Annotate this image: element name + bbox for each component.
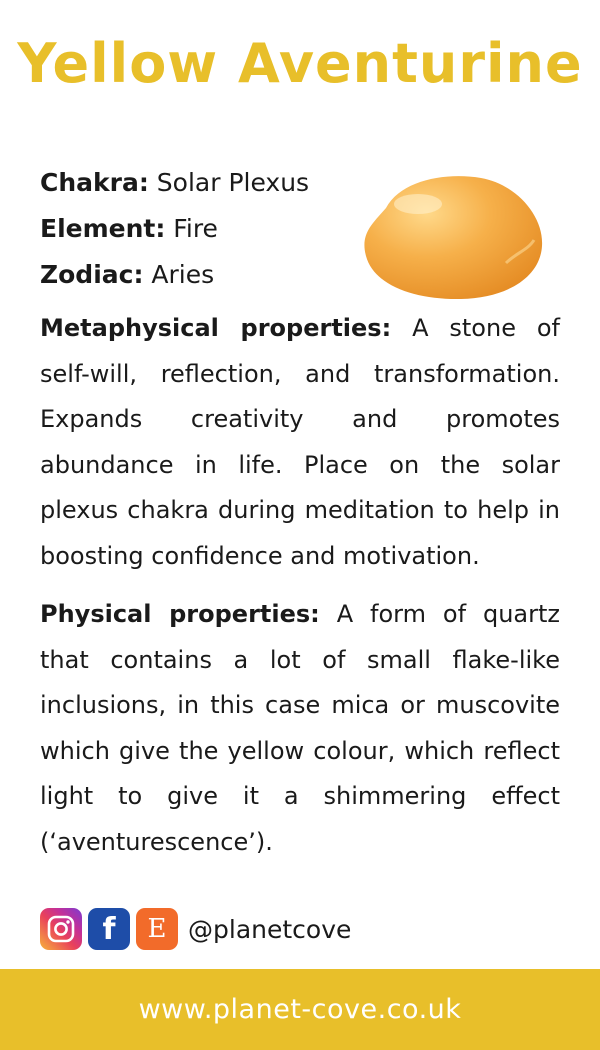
element-label: Element:: [40, 214, 166, 243]
chakra-value: Solar Plexus: [148, 168, 310, 197]
zodiac-value: Aries: [143, 260, 215, 289]
zodiac-label: Zodiac:: [40, 260, 144, 289]
facebook-icon[interactable]: f: [88, 908, 130, 950]
metaphysical-label: Metaphysical properties:: [40, 314, 392, 342]
zodiac-row: [40, 252, 309, 298]
element-row: [40, 206, 309, 252]
physical-label: Physical properties:: [40, 600, 320, 628]
chakra-label: Chakra:: [40, 168, 149, 197]
website-url[interactable]: www.planet-cove.co.uk: [138, 994, 462, 1025]
stone-attributes: [40, 160, 309, 298]
etsy-icon[interactable]: E: [136, 908, 178, 950]
physical-properties: [40, 592, 560, 865]
stone-image: [356, 168, 550, 302]
metaphysical-text: A stone of self-will, reflection, and transformation. Expands creativity and promotes abundance in life. Place on the solar plexus chakra during meditation to help in boosting confidence and motivation.: [40, 314, 560, 570]
social-handle: @planetcove: [188, 914, 352, 944]
social-row: [40, 906, 351, 952]
element-value: Fire: [165, 214, 218, 243]
instagram-glyph: [46, 914, 76, 944]
chakra-row: [40, 160, 309, 206]
footer-bar: [0, 969, 600, 1050]
page-title: Yellow Aventurine: [17, 32, 583, 95]
instagram-icon[interactable]: [40, 908, 82, 950]
physical-text: A form of quartz that contains a lot of small flake-like inclusions, in this case mica or muscovite which give the yellow colour, which reflect light to give it a shimmering effect (‘aventurescence’).: [40, 600, 560, 856]
metaphysical-properties: [40, 306, 560, 579]
